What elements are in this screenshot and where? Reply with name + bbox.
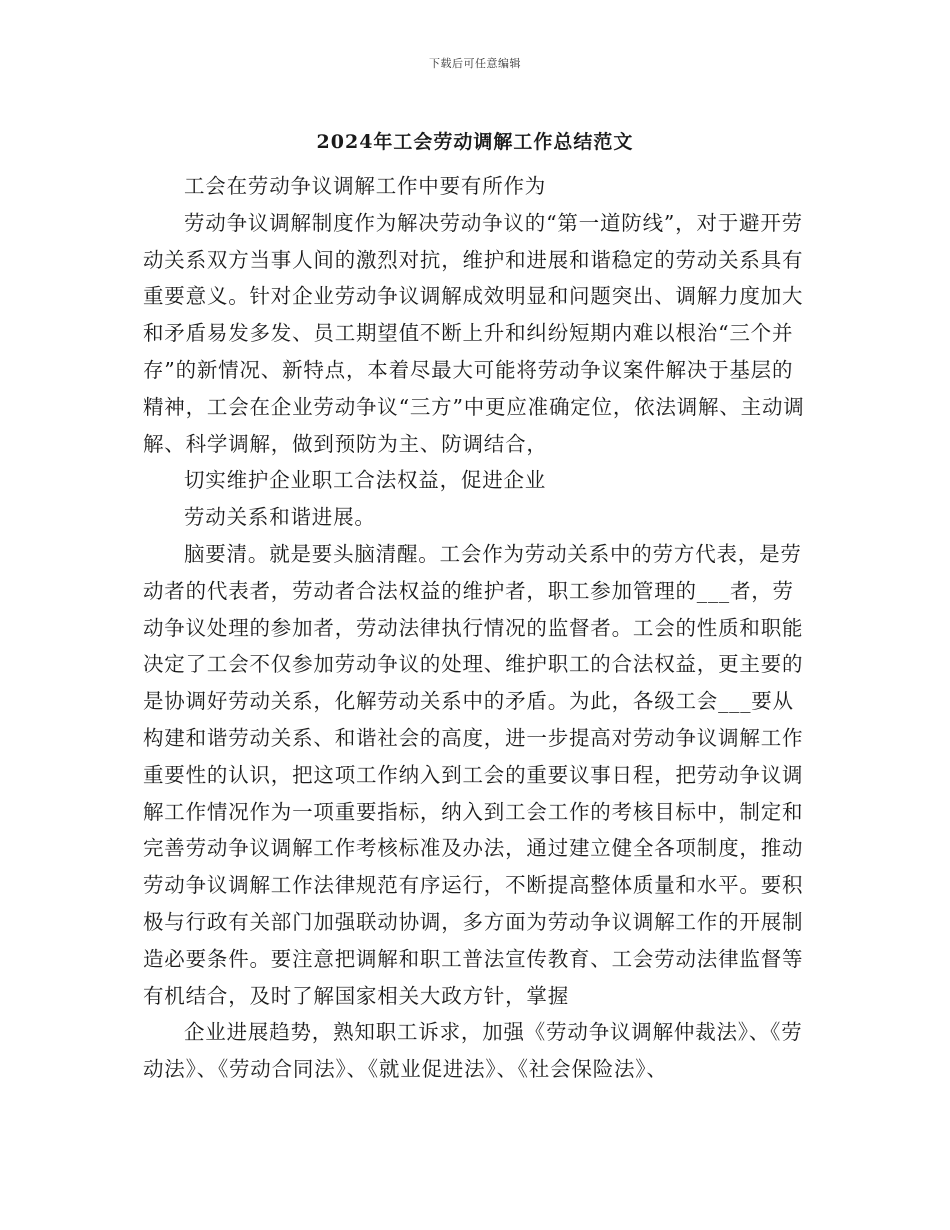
- paragraph-intro: 劳动争议调解制度作为解决劳动争议的“第一道防线”，对于避开劳动关系双方当事人间的激烈对抗，维护和进展和谐稳定的劳动关系具有重要意义。针对企业劳动争议调解成效明显和问题突出、调解力度加大和矛盾易发多发、员工期望值不断上升和纠纷短期内难以根治“三个并存”的新情况、新特点，本着尽最大可能将劳动争议案件解决于基层的精神，工会在企业劳动争议“三方”中更应准确定位，依法调解、主动调解、科学调解，做到预防为主、防调结合，: [143, 210, 805, 456]
- paragraph-harmony: 劳动关系和谐进展。: [184, 505, 376, 530]
- paragraph-clear-mind: 脑要清。就是要头脑清醒。工会作为劳动关系中的劳方代表，是劳动者的代表者，劳动者合法权益的维护者，职工参加管理的___者，劳动争议处理的参加者，劳动法律执行情况的监督者。工会的性质和职能决定了工会不仅参加劳动争议的处理、维护职工的合法权益，更主要的是协调好劳动关系，化解劳动关系中的矛盾。为此，各级工会___要从构建和谐劳动关系、和谐社会的高度，进一步提高对劳动争议调解工作重要性的认识，把这项工作纳入到工会的重要议事日程，把劳动争议调解工作情况作为一项重要指标，纳入到工会工作的考核目标中，制定和完善劳动争议调解工作考核标准及办法，通过建立健全各项制度，推动劳动争议调解工作法律规范有序运行，不断提高整体质量和水平。要积极与行政有关部门加强联动协调，多方面为劳动争议调解工作的开展制造必要条件。要注意把调解和职工普法宣传教育、工会劳动法律监督等有机结合，及时了解国家相关大政方针，掌握: [143, 541, 804, 1008]
- paragraph-protect-rights: 切实维护企业职工合法权益，促进企业: [184, 468, 547, 493]
- document-title: 2024年工会劳动调解工作总结范文: [316, 131, 634, 153]
- page-header-note: 下载后可任意编辑: [429, 57, 521, 70]
- paragraph-subtitle: 工会在劳动争议调解工作中要有所作为: [184, 174, 547, 198]
- document-body: [143, 168, 813, 1088]
- paragraph-enterprise-trend: 企业进展趋势，熟知职工诉求，加强《劳动争议调解仲裁法》、《劳动法》、《劳动合同法》、《就业促进法》、《社会保险法》、: [143, 1020, 803, 1082]
